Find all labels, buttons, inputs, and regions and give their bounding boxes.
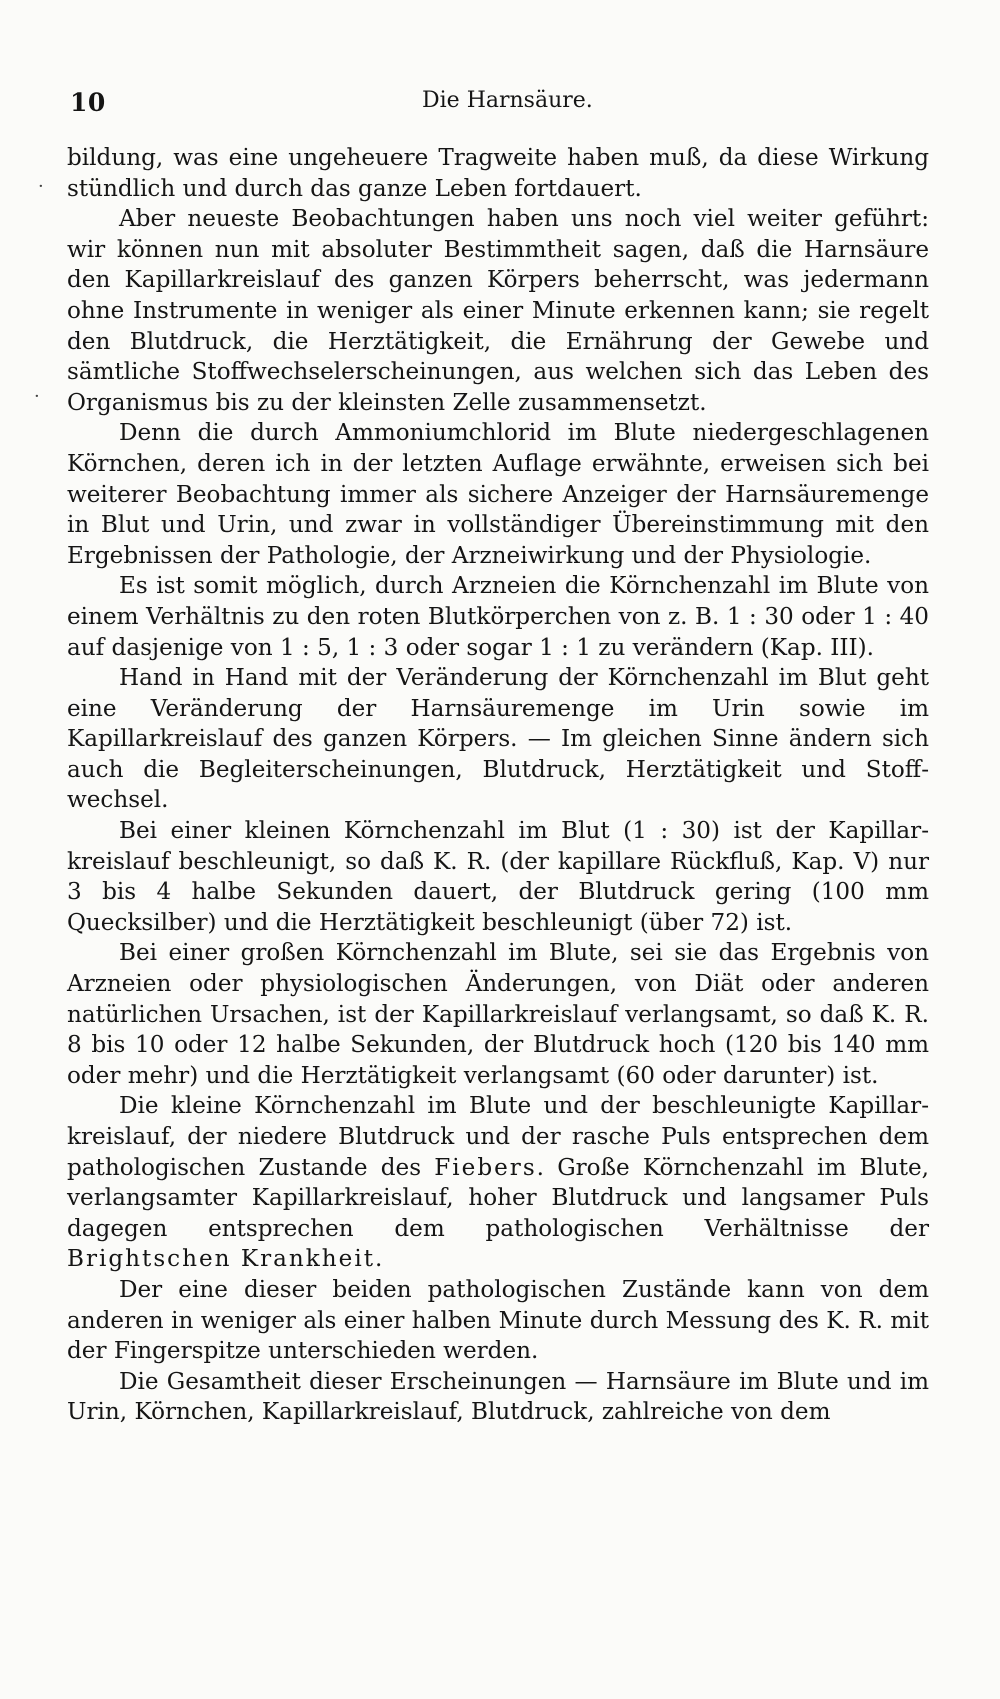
paragraph-text: . (375, 1246, 383, 1273)
paragraph-text: Bei einer großen Körnchenzahl im Blute, sei sie das Ergebnis von Arzneien oder physiologischen Änderungen, von Diät oder anderen natürlichen Ursachen, ist der Kapillarkreislauf verlangsamt, so daß K. R. 8 bis 10 oder 12 halbe Sekunden, der Blutdruck hoch (120 bis 140 mm oder mehr) und die Herztätigkeit verlangsamt (60 oder darunter) ist. (67, 940, 929, 1089)
paragraph (67, 938, 929, 1091)
paragraph-text: Aber neueste Beobachtungen haben uns noch viel weiter geführt: wir können nun mit absoluter Bestimmtheit sagen, daß die Harnsäure den Kapillarkreislauf des ganzen Körpers beherrscht, was jedermann ohne Instrumente in weniger als einer Minute erkennen kann; sie regelt den Blutdruck, die Herztätigkeit, die Ernährung der Gewebe und sämtliche Stoffwechselerscheinungen, aus welchen sich das Leben des Organismus bis zu der kleinsten Zelle zusammensetzt. (67, 206, 929, 416)
paragraph-text: Die kleine Körnchenzahl im Blute und der beschleunigte Kapillarkreislauf, der niedere Blutdruck und der rasche Puls entsprechen dem pathologischen Zustande des (67, 1093, 929, 1181)
paragraph (67, 204, 929, 418)
paragraph-text: . Große Körnchenzahl im Blute, verlangsamter Kapillarkreislauf, hoher Blutdruck und langsamer Puls dagegen entsprechen dem pathologischen Verhältnisse der (67, 1154, 930, 1242)
paragraph (67, 1275, 929, 1367)
running-title: Die Harnsäure. (422, 88, 593, 113)
paragraph (67, 1091, 929, 1275)
paragraph (67, 816, 929, 938)
paragraph-text: bildung, was eine ungeheuere Tragweite haben muß, da diese Wirkung stündlich und durch das ganze Leben fortdauert. (67, 145, 929, 202)
paragraph-text: Bei einer kleinen Körnchenzahl im Blut (1 : 30) ist der Kapillarkreislauf beschleunigt, so daß K. R. (der kapillare Rückfluß, Kap. V) nur 3 bis 4 halbe Sekunden dauert, der Blutdruck gering (100 mm Quecksilber) und die Herztätigkeit beschleunigt (über 72) ist. (67, 818, 929, 936)
paragraph-text: Hand in Hand mit der Veränderung der Körnchenzahl im Blut geht eine Veränderung der Harnsäuremenge im Urin sowie im Kapillarkreislauf des ganzen Körpers. — Im gleichen Sinne ändern sich auch die Begleiterscheinungen, Blutdruck, Herztätigkeit und Stoffwechsel. (67, 665, 929, 814)
body-text (67, 143, 929, 1428)
paragraph (67, 1367, 929, 1428)
paragraph-text: Es ist somit möglich, durch Arzneien die Körnchenzahl im Blute von einem Verhältnis zu den roten Blutkörperchen von z. B. 1 : 30 oder 1 : 40 auf dasjenige von 1 : 5, 1 : 3 oder sogar 1 : 1 zu verändern (Kap. III). (67, 573, 929, 661)
paragraph-text: Die Gesamtheit dieser Erscheinungen — Harnsäure im Blute und im Urin, Körnchen, Kapillarkreislauf, Blutdruck, zahlreiche von dem (67, 1368, 929, 1426)
page-header (70, 88, 930, 122)
paragraph (67, 663, 929, 816)
paragraph (67, 418, 929, 571)
page-number: 10 (70, 88, 106, 117)
paragraph (67, 571, 929, 663)
margin-mark: · (34, 386, 40, 407)
paragraph-text: Der eine dieser beiden pathologischen Zustände kann von dem anderen in weniger als einer halben Minute durch Messung des K. R. mit der Fingerspitze unterschieden werden. (67, 1276, 929, 1365)
emphasis-term: Brightschen Krankheit (67, 1246, 376, 1273)
paragraph (67, 143, 929, 204)
paragraph-text: Denn die durch Ammoniumchlorid im Blute niedergeschlagenen Körnchen, deren ich in der letzten Auflage erwähnte, erweisen sich bei weiterer Beobachtung immer als sichere Anzeiger der Harnsäuremenge in Blut und Urin, und zwar in vollständiger Übereinstimmung mit den Ergebnissen der Pathologie, der Arzneiwirkung und der Physiologie. (67, 420, 929, 569)
margin-mark: · (38, 176, 44, 197)
emphasis-term: Fiebers (434, 1154, 537, 1181)
